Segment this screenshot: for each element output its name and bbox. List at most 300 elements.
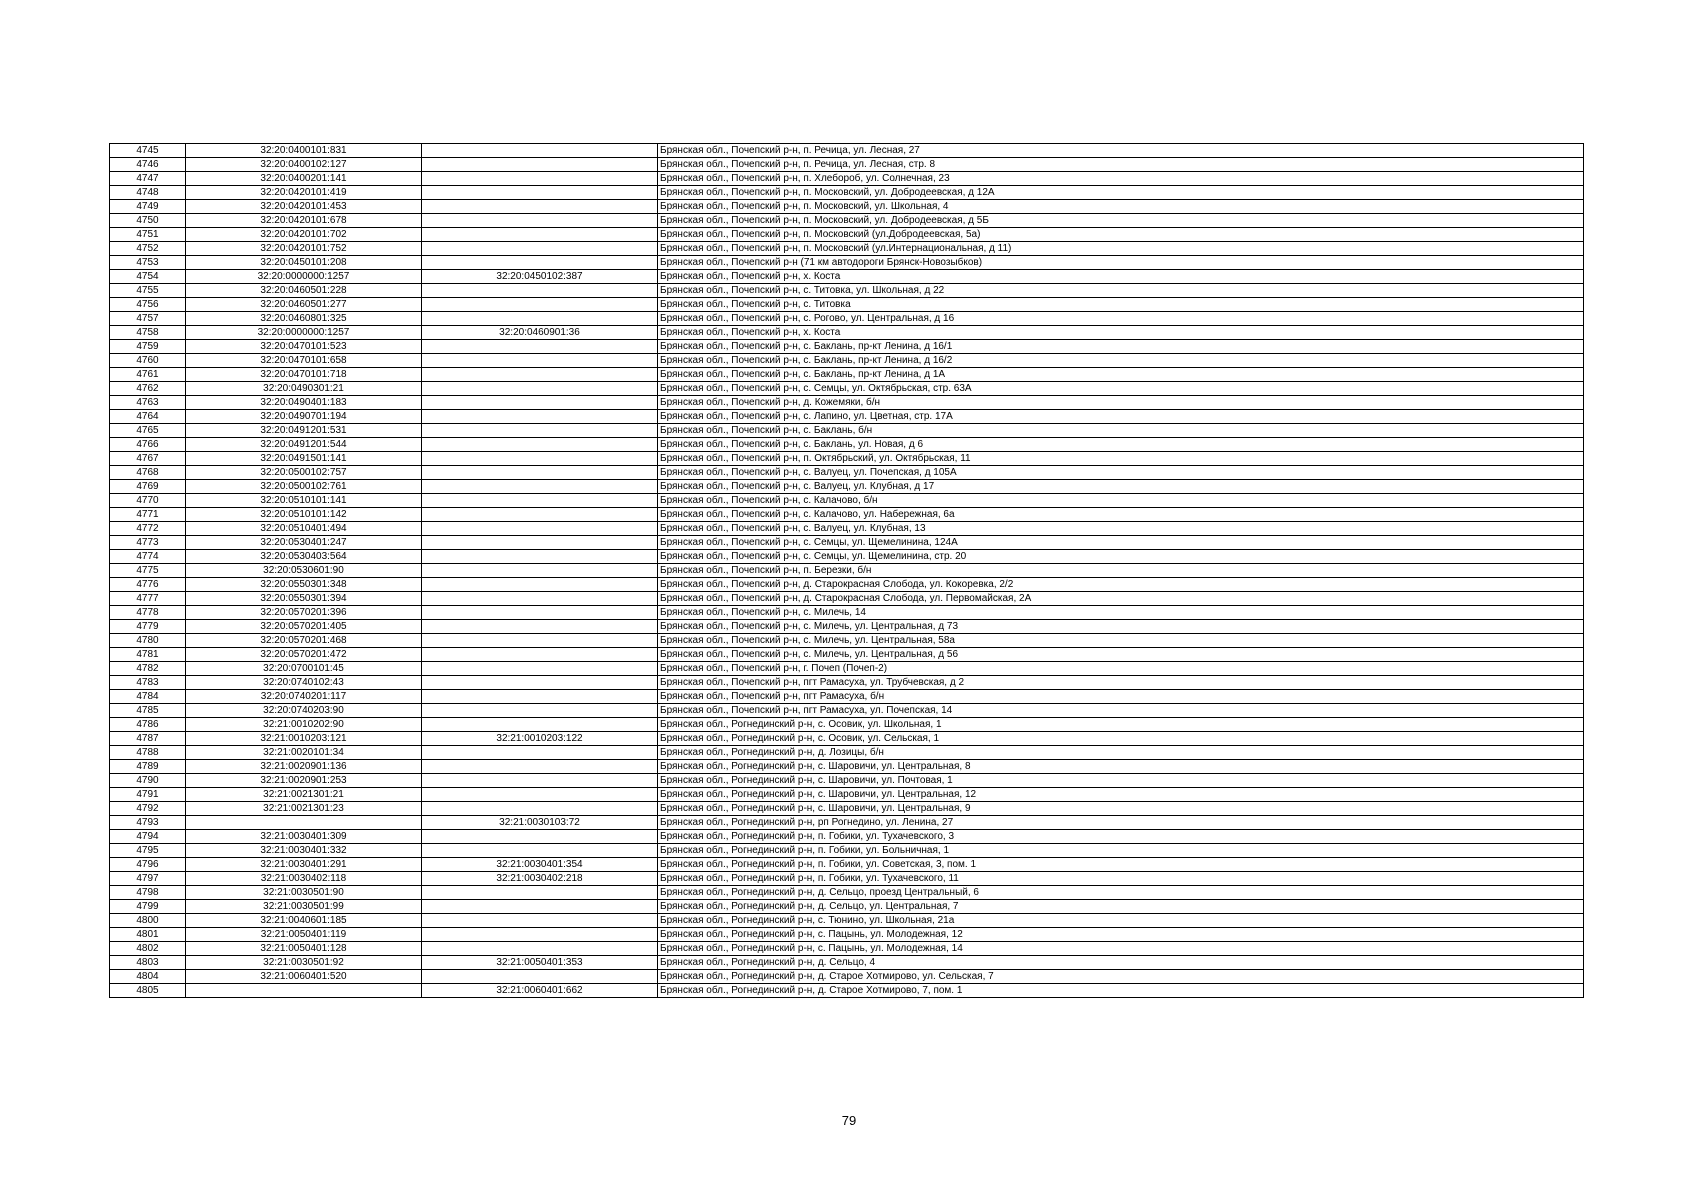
table-row — [110, 564, 1584, 578]
row-number-cell: 4784 — [110, 690, 186, 704]
cadastral-number-secondary-cell — [422, 508, 658, 522]
cadastral-number-cell: 32:21:0020901:253 — [186, 774, 422, 788]
cadastral-number-secondary-cell — [422, 340, 658, 354]
row-number-cell: 4748 — [110, 186, 186, 200]
row-number-cell: 4765 — [110, 424, 186, 438]
row-number-cell: 4788 — [110, 746, 186, 760]
table-row — [110, 298, 1584, 312]
cadastral-number-cell: 32:20:0490301:21 — [186, 382, 422, 396]
cadastral-number-cell: 32:20:0470101:523 — [186, 340, 422, 354]
row-number-cell: 4789 — [110, 760, 186, 774]
cadastral-number-secondary-cell: 32:21:0030401:354 — [422, 858, 658, 872]
address-cell: Брянская обл., Почепский р-н, пгт Рамасуха, ул. Трубчевская, д 2 — [658, 676, 1584, 690]
cadastral-number-cell: 32:20:0570201:468 — [186, 634, 422, 648]
address-cell: Брянская обл., Почепский р-н, д. Старокрасная Слобода, ул. Первомайская, 2А — [658, 592, 1584, 606]
table-row — [110, 984, 1584, 998]
cadastral-number-cell — [186, 984, 422, 998]
address-cell: Брянская обл., Почепский р-н, п. Московский (ул.Интернациональная, д 11) — [658, 242, 1584, 256]
row-number-cell: 4782 — [110, 662, 186, 676]
cadastral-number-secondary-cell — [422, 466, 658, 480]
cadastral-number-secondary-cell — [422, 634, 658, 648]
row-number-cell: 4793 — [110, 816, 186, 830]
table-row — [110, 354, 1584, 368]
cadastral-number-secondary-cell — [422, 662, 658, 676]
address-cell: Брянская обл., Почепский р-н, с. Калачово, б/н — [658, 494, 1584, 508]
cadastral-number-cell: 32:20:0740203:90 — [186, 704, 422, 718]
cadastral-number-secondary-cell — [422, 354, 658, 368]
cadastral-number-secondary-cell: 32:21:0060401:662 — [422, 984, 658, 998]
cadastral-number-cell: 32:20:0530403:564 — [186, 550, 422, 564]
address-cell: Брянская обл., Почепский р-н, д. Кожемяки, б/н — [658, 396, 1584, 410]
cadastral-number-cell: 32:20:0550301:348 — [186, 578, 422, 592]
address-cell: Брянская обл., Почепский р-н, с. Валуец, ул. Клубная, д 17 — [658, 480, 1584, 494]
row-number-cell: 4773 — [110, 536, 186, 550]
cadastral-number-cell: 32:20:0400102:127 — [186, 158, 422, 172]
address-cell: Брянская обл., Почепский р-н, с. Милечь, ул. Центральная, д 56 — [658, 648, 1584, 662]
cadastral-number-secondary-cell — [422, 802, 658, 816]
address-cell: Брянская обл., Почепский р-н, п. Московский, ул. Добродеевская, д 12А — [658, 186, 1584, 200]
address-cell: Брянская обл., Рогнединский р-н, п. Гобики, ул. Больничная, 1 — [658, 844, 1584, 858]
cadastral-number-cell: 32:20:0510101:141 — [186, 494, 422, 508]
table-row — [110, 676, 1584, 690]
cadastral-number-secondary-cell — [422, 172, 658, 186]
cadastral-number-cell: 32:20:0700101:45 — [186, 662, 422, 676]
row-number-cell: 4800 — [110, 914, 186, 928]
cadastral-number-cell: 32:20:0510101:142 — [186, 508, 422, 522]
address-cell: Брянская обл., Рогнединский р-н, с. Осовик, ул. Сельская, 1 — [658, 732, 1584, 746]
cadastral-number-secondary-cell — [422, 746, 658, 760]
cadastral-number-cell: 32:20:0510401:494 — [186, 522, 422, 536]
cadastral-number-secondary-cell — [422, 774, 658, 788]
cadastral-number-cell: 32:21:0010202:90 — [186, 718, 422, 732]
address-cell: Брянская обл., Почепский р-н, д. Старокрасная Слобода, ул. Кокоревка, 2/2 — [658, 578, 1584, 592]
row-number-cell: 4795 — [110, 844, 186, 858]
table-row — [110, 648, 1584, 662]
row-number-cell: 4786 — [110, 718, 186, 732]
row-number-cell: 4774 — [110, 550, 186, 564]
row-number-cell: 4768 — [110, 466, 186, 480]
cadastral-number-cell: 32:20:0420101:702 — [186, 228, 422, 242]
table-row — [110, 872, 1584, 886]
address-cell: Брянская обл., Почепский р-н, с. Валуец, ул. Клубная, 13 — [658, 522, 1584, 536]
table-row — [110, 928, 1584, 942]
table-row — [110, 424, 1584, 438]
address-cell: Брянская обл., Почепский р-н, п. Московский, ул. Школьная, 4 — [658, 200, 1584, 214]
address-cell: Брянская обл., Рогнединский р-н, с. Шаровичи, ул. Почтовая, 1 — [658, 774, 1584, 788]
cadastral-number-cell: 32:20:0420101:419 — [186, 186, 422, 200]
cadastral-number-cell: 32:20:0740201:117 — [186, 690, 422, 704]
address-cell: Брянская обл., Рогнединский р-н, д. Лозицы, б/н — [658, 746, 1584, 760]
address-cell: Брянская обл., Почепский р-н, х. Коста — [658, 326, 1584, 340]
cadastral-number-cell: 32:21:0030501:90 — [186, 886, 422, 900]
row-number-cell: 4804 — [110, 970, 186, 984]
address-cell: Брянская обл., Рогнединский р-н, с. Шаровичи, ул. Центральная, 9 — [658, 802, 1584, 816]
row-number-cell: 4775 — [110, 564, 186, 578]
row-number-cell: 4792 — [110, 802, 186, 816]
row-number-cell: 4790 — [110, 774, 186, 788]
address-cell: Брянская обл., Почепский р-н, с. Милечь, ул. Центральная, д 73 — [658, 620, 1584, 634]
registry-table — [109, 143, 1584, 998]
table-row — [110, 606, 1584, 620]
address-cell: Брянская обл., Почепский р-н, с. Баклань, б/н — [658, 424, 1584, 438]
table-row — [110, 480, 1584, 494]
table-row — [110, 466, 1584, 480]
row-number-cell: 4750 — [110, 214, 186, 228]
row-number-cell: 4761 — [110, 368, 186, 382]
table-row — [110, 396, 1584, 410]
cadastral-number-secondary-cell — [422, 228, 658, 242]
table-row — [110, 536, 1584, 550]
address-cell: Брянская обл., Почепский р-н, с. Милечь, ул. Центральная, 58а — [658, 634, 1584, 648]
address-cell: Брянская обл., Почепский р-н, п. Речица, ул. Лесная, стр. 8 — [658, 158, 1584, 172]
table-row — [110, 718, 1584, 732]
cadastral-number-cell: 32:21:0030501:92 — [186, 956, 422, 970]
table-row — [110, 200, 1584, 214]
address-cell: Брянская обл., Почепский р-н, с. Баклань, пр-кт Ленина, д 1А — [658, 368, 1584, 382]
table-row — [110, 270, 1584, 284]
table-row — [110, 788, 1584, 802]
cadastral-number-cell: 32:21:0021301:21 — [186, 788, 422, 802]
table-row — [110, 746, 1584, 760]
address-cell: Брянская обл., Почепский р-н, с. Титовка, ул. Школьная, д 22 — [658, 284, 1584, 298]
row-number-cell: 4751 — [110, 228, 186, 242]
cadastral-number-cell: 32:20:0491201:531 — [186, 424, 422, 438]
cadastral-number-cell: 32:20:0500102:761 — [186, 480, 422, 494]
table-row — [110, 662, 1584, 676]
cadastral-number-secondary-cell — [422, 242, 658, 256]
row-number-cell: 4798 — [110, 886, 186, 900]
address-cell: Брянская обл., Почепский р-н, с. Калачово, ул. Набережная, 6а — [658, 508, 1584, 522]
cadastral-number-cell: 32:20:0570201:396 — [186, 606, 422, 620]
cadastral-number-cell: 32:21:0050401:128 — [186, 942, 422, 956]
row-number-cell: 4783 — [110, 676, 186, 690]
address-cell: Брянская обл., Рогнединский р-н, с. Пацынь, ул. Молодежная, 14 — [658, 942, 1584, 956]
cadastral-number-cell: 32:20:0400201:141 — [186, 172, 422, 186]
address-cell: Брянская обл., Почепский р-н, с. Семцы, ул. Октябрьская, стр. 63А — [658, 382, 1584, 396]
table-row — [110, 228, 1584, 242]
cadastral-number-secondary-cell — [422, 214, 658, 228]
table-row — [110, 620, 1584, 634]
cadastral-number-cell: 32:20:0570201:405 — [186, 620, 422, 634]
address-cell: Брянская обл., Почепский р-н, п. Хлебороб, ул. Солнечная, 23 — [658, 172, 1584, 186]
address-cell: Брянская обл., Почепский р-н, х. Коста — [658, 270, 1584, 284]
address-cell: Брянская обл., Рогнединский р-н, д. Старое Хотмирово, ул. Сельская, 7 — [658, 970, 1584, 984]
cadastral-number-secondary-cell — [422, 676, 658, 690]
address-cell: Брянская обл., Почепский р-н, с. Рогово, ул. Центральная, д 16 — [658, 312, 1584, 326]
cadastral-number-cell: 32:20:0500102:757 — [186, 466, 422, 480]
table-row — [110, 494, 1584, 508]
row-number-cell: 4770 — [110, 494, 186, 508]
table-row — [110, 214, 1584, 228]
table-row — [110, 774, 1584, 788]
cadastral-number-secondary-cell — [422, 942, 658, 956]
cadastral-number-cell: 32:20:0530401:247 — [186, 536, 422, 550]
row-number-cell: 4778 — [110, 606, 186, 620]
address-cell: Брянская обл., Почепский р-н, с. Баклань, пр-кт Ленина, д 16/2 — [658, 354, 1584, 368]
row-number-cell: 4760 — [110, 354, 186, 368]
address-cell: Брянская обл., Рогнединский р-н, рп Рогнедино, ул. Ленина, 27 — [658, 816, 1584, 830]
cadastral-number-cell: 32:20:0000000:1257 — [186, 326, 422, 340]
address-cell: Брянская обл., Почепский р-н, п. Московский (ул.Добродеевская, 5а) — [658, 228, 1584, 242]
row-number-cell: 4803 — [110, 956, 186, 970]
table-row — [110, 956, 1584, 970]
table-row — [110, 858, 1584, 872]
cadastral-number-cell: 32:20:0490701:194 — [186, 410, 422, 424]
cadastral-number-cell: 32:20:0530601:90 — [186, 564, 422, 578]
row-number-cell: 4802 — [110, 942, 186, 956]
table-row — [110, 522, 1584, 536]
cadastral-number-cell: 32:20:0460501:277 — [186, 298, 422, 312]
table-row — [110, 844, 1584, 858]
cadastral-number-secondary-cell — [422, 382, 658, 396]
row-number-cell: 4777 — [110, 592, 186, 606]
table-row — [110, 550, 1584, 564]
table-row — [110, 340, 1584, 354]
row-number-cell: 4759 — [110, 340, 186, 354]
address-cell: Брянская обл., Рогнединский р-н, с. Осовик, ул. Школьная, 1 — [658, 718, 1584, 732]
table-row — [110, 886, 1584, 900]
row-number-cell: 4779 — [110, 620, 186, 634]
address-cell: Брянская обл., Рогнединский р-н, п. Гобики, ул. Советская, 3, пом. 1 — [658, 858, 1584, 872]
table-row — [110, 578, 1584, 592]
cadastral-number-secondary-cell — [422, 648, 658, 662]
address-cell: Брянская обл., Почепский р-н, п. Речица, ул. Лесная, 27 — [658, 144, 1584, 158]
cadastral-number-secondary-cell — [422, 158, 658, 172]
row-number-cell: 4769 — [110, 480, 186, 494]
table-row — [110, 410, 1584, 424]
address-cell: Брянская обл., Почепский р-н, с. Валуец, ул. Почепская, д 105А — [658, 466, 1584, 480]
row-number-cell: 4796 — [110, 858, 186, 872]
address-cell: Брянская обл., Рогнединский р-н, с. Пацынь, ул. Молодежная, 12 — [658, 928, 1584, 942]
row-number-cell: 4757 — [110, 312, 186, 326]
table-row — [110, 634, 1584, 648]
row-number-cell: 4754 — [110, 270, 186, 284]
address-cell: Брянская обл., Почепский р-н, г. Почеп (Почеп-2) — [658, 662, 1584, 676]
cadastral-number-secondary-cell — [422, 886, 658, 900]
cadastral-number-secondary-cell — [422, 606, 658, 620]
table-row — [110, 312, 1584, 326]
cadastral-number-secondary-cell — [422, 438, 658, 452]
table-row — [110, 830, 1584, 844]
cadastral-number-cell: 32:21:0021301:23 — [186, 802, 422, 816]
row-number-cell: 4763 — [110, 396, 186, 410]
address-cell: Брянская обл., Почепский р-н, с. Титовка — [658, 298, 1584, 312]
cadastral-number-cell: 32:21:0060401:520 — [186, 970, 422, 984]
cadastral-number-secondary-cell — [422, 760, 658, 774]
row-number-cell: 4753 — [110, 256, 186, 270]
table-row — [110, 368, 1584, 382]
cadastral-number-secondary-cell — [422, 928, 658, 942]
address-cell: Брянская обл., Рогнединский р-н, с. Тюнино, ул. Школьная, 21а — [658, 914, 1584, 928]
cadastral-number-secondary-cell — [422, 788, 658, 802]
cadastral-number-cell: 32:20:0000000:1257 — [186, 270, 422, 284]
row-number-cell: 4746 — [110, 158, 186, 172]
cadastral-number-secondary-cell — [422, 452, 658, 466]
row-number-cell: 4749 — [110, 200, 186, 214]
table-row — [110, 158, 1584, 172]
address-cell: Брянская обл., Почепский р-н, пгт Рамасуха, ул. Почепская, 14 — [658, 704, 1584, 718]
row-number-cell: 4756 — [110, 298, 186, 312]
row-number-cell: 4764 — [110, 410, 186, 424]
table-row — [110, 242, 1584, 256]
cadastral-number-secondary-cell — [422, 900, 658, 914]
table-row — [110, 760, 1584, 774]
cadastral-number-cell: 32:20:0420101:678 — [186, 214, 422, 228]
table-row — [110, 452, 1584, 466]
address-cell: Брянская обл., Рогнединский р-н, д. Старое Хотмирово, 7, пом. 1 — [658, 984, 1584, 998]
cadastral-number-secondary-cell — [422, 284, 658, 298]
cadastral-number-cell: 32:20:0460801:325 — [186, 312, 422, 326]
row-number-cell: 4791 — [110, 788, 186, 802]
cadastral-number-secondary-cell — [422, 298, 658, 312]
table-row — [110, 900, 1584, 914]
address-cell: Брянская обл., Почепский р-н, с. Семцы, ул. Щемелинина, стр. 20 — [658, 550, 1584, 564]
cadastral-number-secondary-cell: 32:21:0030402:218 — [422, 872, 658, 886]
page-number: 79 — [841, 1113, 857, 1128]
cadastral-number-secondary-cell — [422, 312, 658, 326]
cadastral-number-cell: 32:20:0400101:831 — [186, 144, 422, 158]
cadastral-number-secondary-cell — [422, 522, 658, 536]
row-number-cell: 4785 — [110, 704, 186, 718]
cadastral-number-cell: 32:20:0491201:544 — [186, 438, 422, 452]
row-number-cell: 4794 — [110, 830, 186, 844]
cadastral-number-secondary-cell — [422, 494, 658, 508]
cadastral-number-secondary-cell — [422, 830, 658, 844]
row-number-cell: 4801 — [110, 928, 186, 942]
table-row — [110, 704, 1584, 718]
table-row — [110, 508, 1584, 522]
cadastral-number-secondary-cell — [422, 592, 658, 606]
cadastral-number-secondary-cell: 32:21:0050401:353 — [422, 956, 658, 970]
cadastral-number-cell: 32:20:0470101:658 — [186, 354, 422, 368]
address-cell: Брянская обл., Рогнединский р-н, д. Сельцо, ул. Центральная, 7 — [658, 900, 1584, 914]
cadastral-number-secondary-cell — [422, 970, 658, 984]
cadastral-number-secondary-cell — [422, 844, 658, 858]
cadastral-number-cell: 32:21:0030501:99 — [186, 900, 422, 914]
cadastral-number-cell: 32:21:0020101:34 — [186, 746, 422, 760]
cadastral-number-cell: 32:20:0550301:394 — [186, 592, 422, 606]
cadastral-number-secondary-cell — [422, 186, 658, 200]
cadastral-number-secondary-cell — [422, 368, 658, 382]
row-number-cell: 4780 — [110, 634, 186, 648]
cadastral-number-secondary-cell — [422, 424, 658, 438]
table-row — [110, 970, 1584, 984]
table-row — [110, 592, 1584, 606]
table-row — [110, 914, 1584, 928]
cadastral-number-cell — [186, 816, 422, 830]
row-number-cell: 4805 — [110, 984, 186, 998]
cadastral-number-cell: 32:20:0470101:718 — [186, 368, 422, 382]
cadastral-number-secondary-cell — [422, 690, 658, 704]
cadastral-number-cell: 32:20:0420101:453 — [186, 200, 422, 214]
cadastral-number-secondary-cell — [422, 410, 658, 424]
cadastral-number-secondary-cell — [422, 144, 658, 158]
cadastral-number-cell: 32:21:0030401:309 — [186, 830, 422, 844]
cadastral-number-cell: 32:20:0460501:228 — [186, 284, 422, 298]
table-row — [110, 172, 1584, 186]
address-cell: Брянская обл., Почепский р-н (71 км автодороги Брянск-Новозыбков) — [658, 256, 1584, 270]
table-row — [110, 186, 1584, 200]
table-row — [110, 382, 1584, 396]
address-cell: Брянская обл., Рогнединский р-н, д. Сельцо, 4 — [658, 956, 1584, 970]
address-cell: Брянская обл., Почепский р-н, с. Баклань, ул. Новая, д 6 — [658, 438, 1584, 452]
address-cell: Брянская обл., Почепский р-н, п. Октябрьский, ул. Октябрьская, 11 — [658, 452, 1584, 466]
cadastral-number-cell: 32:21:0020901:136 — [186, 760, 422, 774]
address-cell: Брянская обл., Почепский р-н, с. Семцы, ул. Щемелинина, 124А — [658, 536, 1584, 550]
cadastral-number-cell: 32:20:0490401:183 — [186, 396, 422, 410]
table-row — [110, 942, 1584, 956]
address-cell: Брянская обл., Рогнединский р-н, п. Гобики, ул. Тухачевского, 11 — [658, 872, 1584, 886]
cadastral-number-cell: 32:20:0491501:141 — [186, 452, 422, 466]
table-row — [110, 732, 1584, 746]
row-number-cell: 4797 — [110, 872, 186, 886]
table-row — [110, 438, 1584, 452]
cadastral-number-cell: 32:21:0030402:118 — [186, 872, 422, 886]
row-number-cell: 4767 — [110, 452, 186, 466]
address-cell: Брянская обл., Почепский р-н, п. Московский, ул. Добродеевская, д 5Б — [658, 214, 1584, 228]
row-number-cell: 4787 — [110, 732, 186, 746]
cadastral-number-secondary-cell — [422, 480, 658, 494]
cadastral-number-secondary-cell — [422, 914, 658, 928]
row-number-cell: 4781 — [110, 648, 186, 662]
row-number-cell: 4766 — [110, 438, 186, 452]
address-cell: Брянская обл., Рогнединский р-н, с. Шаровичи, ул. Центральная, 12 — [658, 788, 1584, 802]
cadastral-number-secondary-cell: 32:20:0460901:36 — [422, 326, 658, 340]
table-row — [110, 256, 1584, 270]
cadastral-number-secondary-cell — [422, 550, 658, 564]
cadastral-number-secondary-cell — [422, 704, 658, 718]
table-row — [110, 816, 1584, 830]
cadastral-number-secondary-cell — [422, 200, 658, 214]
cadastral-number-cell: 32:20:0570201:472 — [186, 648, 422, 662]
cadastral-number-secondary-cell — [422, 718, 658, 732]
row-number-cell: 4771 — [110, 508, 186, 522]
address-cell: Брянская обл., Почепский р-н, с. Милечь, 14 — [658, 606, 1584, 620]
cadastral-number-secondary-cell — [422, 536, 658, 550]
table-row — [110, 144, 1584, 158]
cadastral-number-cell: 32:21:0050401:119 — [186, 928, 422, 942]
cadastral-number-secondary-cell: 32:21:0010203:122 — [422, 732, 658, 746]
cadastral-number-cell: 32:21:0030401:332 — [186, 844, 422, 858]
cadastral-number-secondary-cell — [422, 578, 658, 592]
address-cell: Брянская обл., Почепский р-н, пгт Рамасуха, б/н — [658, 690, 1584, 704]
row-number-cell: 4762 — [110, 382, 186, 396]
address-cell: Брянская обл., Почепский р-н, п. Березки, б/н — [658, 564, 1584, 578]
address-cell: Брянская обл., Почепский р-н, с. Баклань, пр-кт Ленина, д 16/1 — [658, 340, 1584, 354]
table-row — [110, 326, 1584, 340]
row-number-cell: 4745 — [110, 144, 186, 158]
row-number-cell: 4755 — [110, 284, 186, 298]
registry-table-body — [110, 144, 1584, 998]
row-number-cell: 4752 — [110, 242, 186, 256]
row-number-cell: 4772 — [110, 522, 186, 536]
cadastral-number-cell: 32:20:0450101:208 — [186, 256, 422, 270]
cadastral-number-secondary-cell — [422, 396, 658, 410]
cadastral-number-cell: 32:21:0040601:185 — [186, 914, 422, 928]
table-row — [110, 802, 1584, 816]
row-number-cell: 4776 — [110, 578, 186, 592]
address-cell: Брянская обл., Рогнединский р-н, д. Сельцо, проезд Центральный, 6 — [658, 886, 1584, 900]
cadastral-number-secondary-cell: 32:20:0450102:387 — [422, 270, 658, 284]
cadastral-number-secondary-cell: 32:21:0030103:72 — [422, 816, 658, 830]
cadastral-number-cell: 32:21:0030401:291 — [186, 858, 422, 872]
cadastral-number-cell: 32:20:0420101:752 — [186, 242, 422, 256]
cadastral-number-cell: 32:21:0010203:121 — [186, 732, 422, 746]
row-number-cell: 4799 — [110, 900, 186, 914]
cadastral-number-secondary-cell — [422, 564, 658, 578]
address-cell: Брянская обл., Рогнединский р-н, с. Шаровичи, ул. Центральная, 8 — [658, 760, 1584, 774]
cadastral-number-cell: 32:20:0740102:43 — [186, 676, 422, 690]
